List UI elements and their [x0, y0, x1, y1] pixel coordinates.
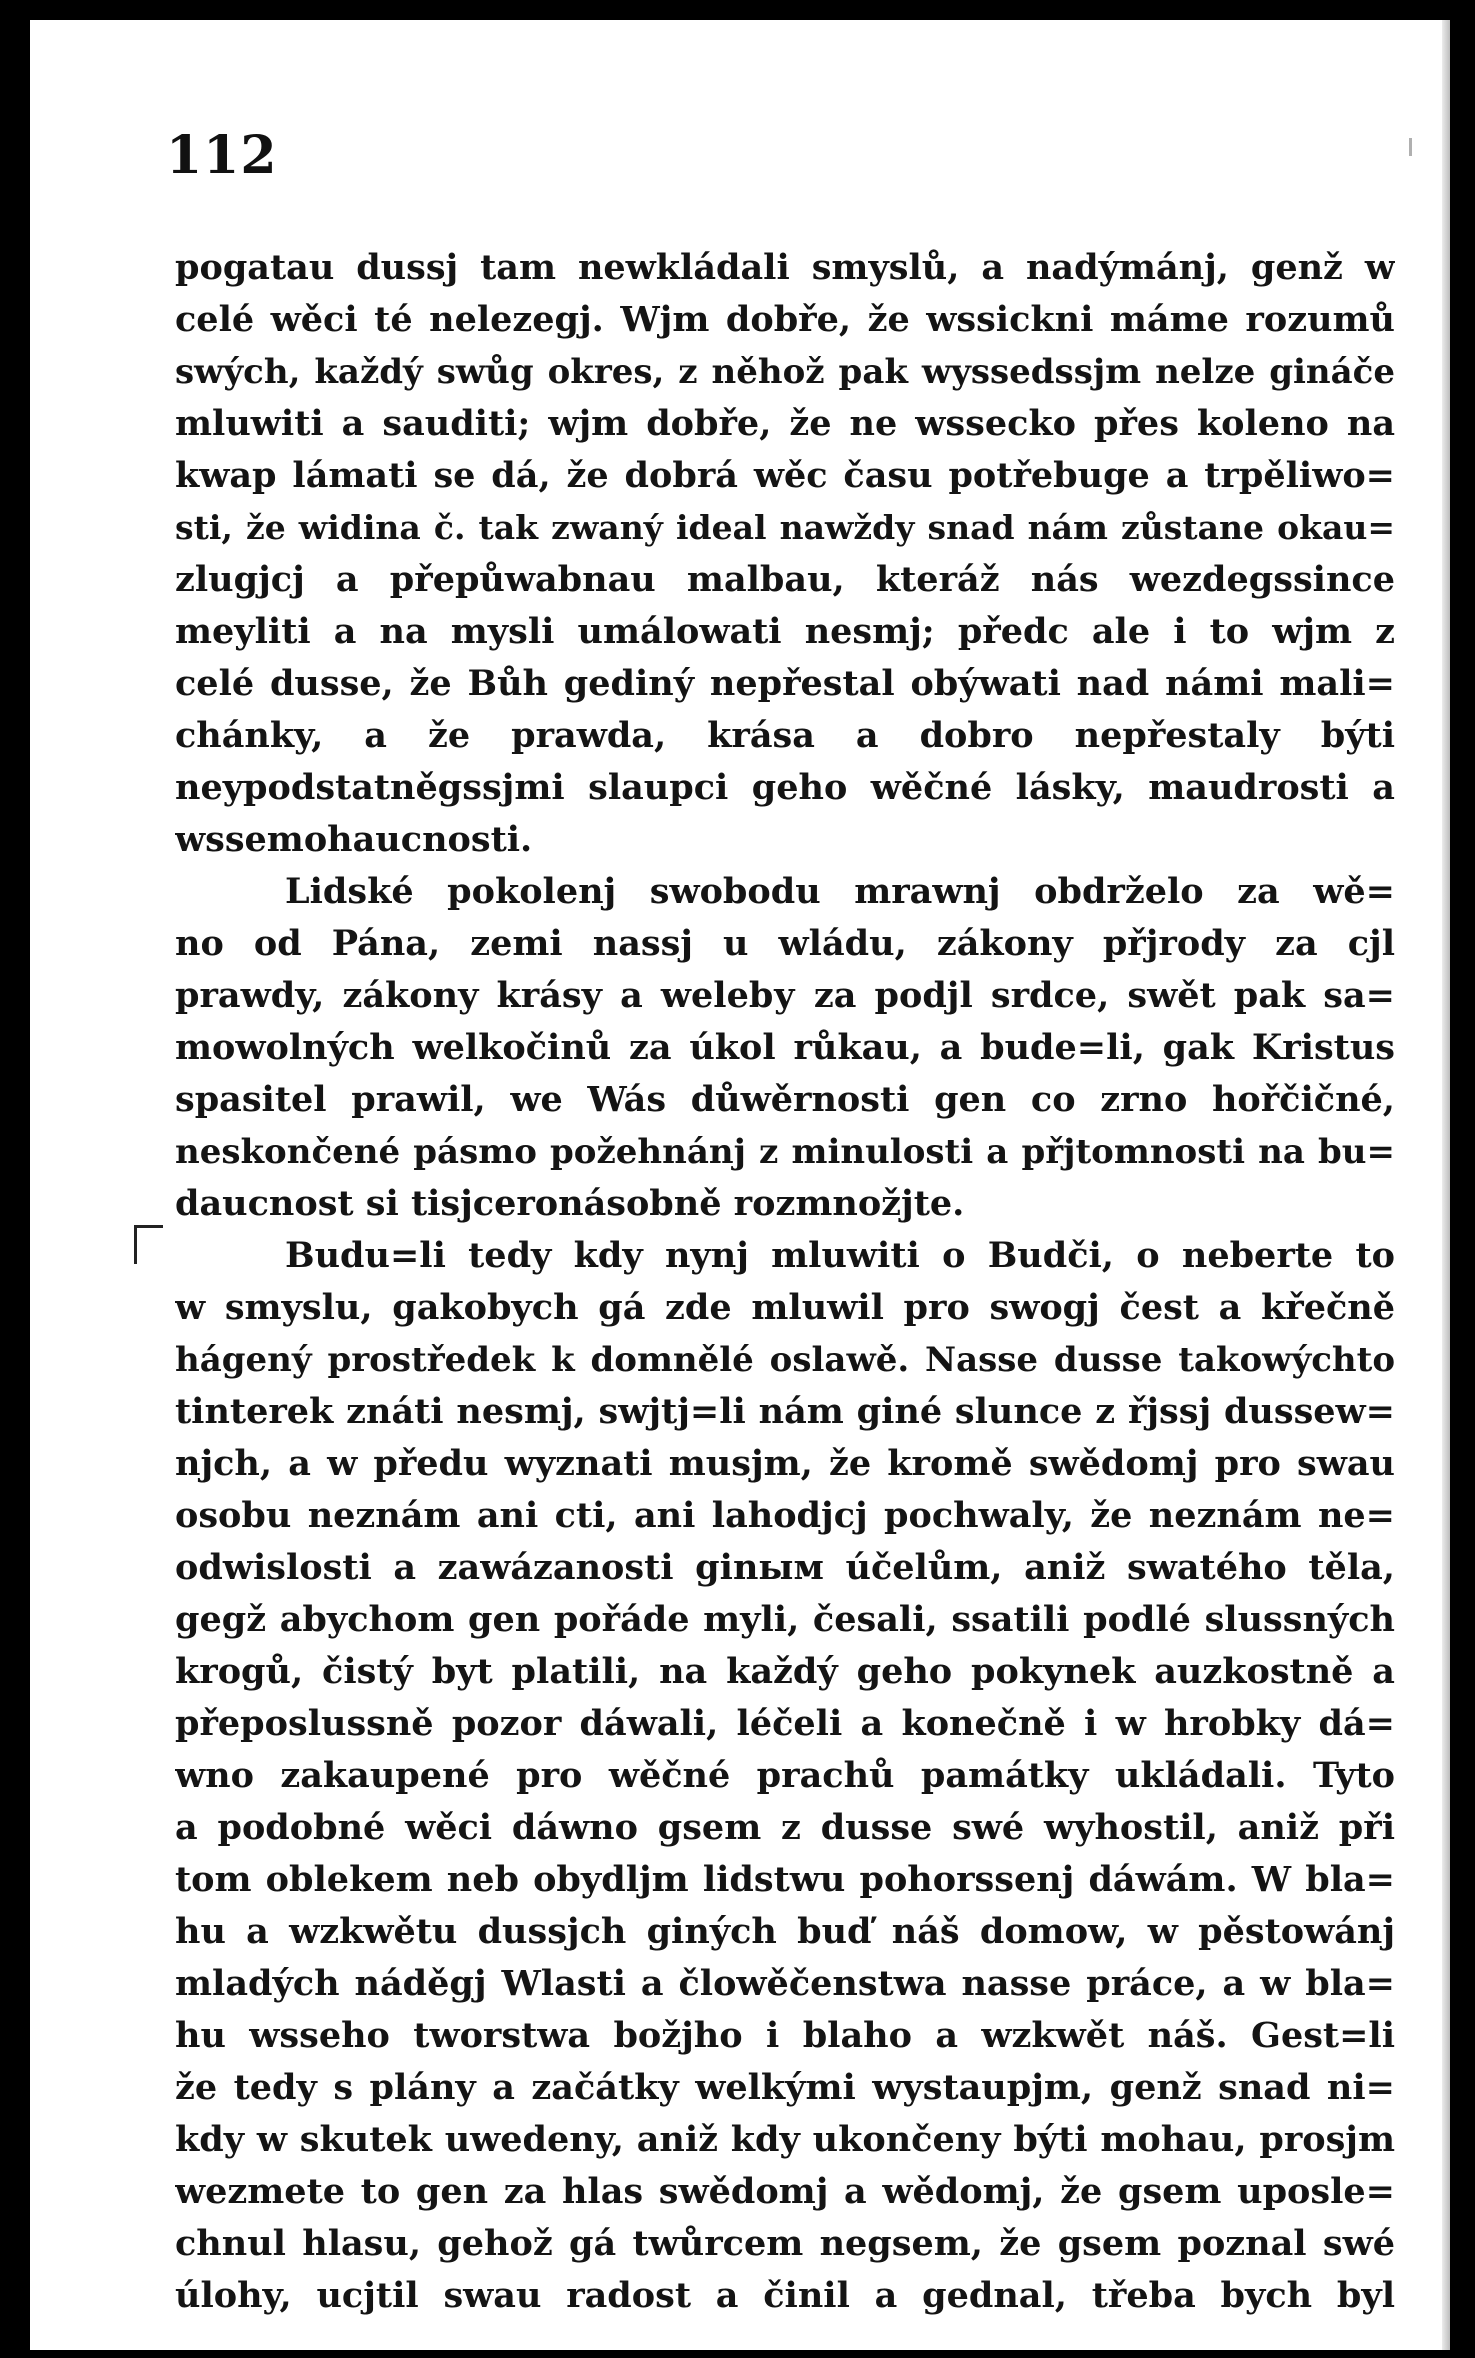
- text-line: hágený prostředek k domnělé oslawě. Nasse dusse takowýchto: [175, 1340, 1395, 1380]
- margin-mark: [1409, 138, 1412, 156]
- text-line: njch, a w předu wyznati musjm, že kromě swědomj pro swau: [175, 1443, 1395, 1484]
- text-line: neskončené pásmo požehnánj z minulosti a přjtomnosti na bu=: [175, 1132, 1395, 1172]
- text-line: osobu neznám ani cti, ani lahodjcj pochwaly, že neznám ne=: [175, 1495, 1395, 1536]
- text-line: meyliti a na mysli umálowati nesmj; předc ale i to wjm z: [175, 611, 1395, 652]
- text-line: že tedy s plány a začátky welkými wystaupjm, genž snad ni=: [175, 2067, 1395, 2108]
- text-line: prawdy, zákony krásy a welebу za podjl srdce, swět pak sa=: [175, 975, 1395, 1016]
- text-line: celé wěci té nelezegj. Wjm dobře, že wssickni máme rozumů: [175, 299, 1395, 340]
- text-line: odwislosti a zawázanosti ginым účelům, aniž swatého těla,: [175, 1547, 1395, 1588]
- text-line: tom oblekem neb obydljm lidstwu pohorssenj dáwám. W bla=: [175, 1859, 1395, 1900]
- body-text: [175, 242, 1395, 2322]
- text-line: wssemohaucnosti.: [175, 819, 533, 860]
- text-line: wno zakaupené pro wěčné prachů památky ukládali. Tyto: [175, 1755, 1395, 1796]
- text-line: w smyslu, gakobych gá zde mluwil pro swogj čest a křečně: [175, 1287, 1395, 1328]
- text-line: daucnost si tisjceronásobně rozmnožjte.: [175, 1183, 965, 1224]
- text-line: no od Pána, zemi nassj u wládu, zákony přjrody za cjl: [175, 923, 1395, 964]
- text-line: úlohy, ucjtil swau radost a činil a gednal, třeba bych byl: [175, 2275, 1395, 2316]
- book-page: [30, 20, 1450, 2350]
- text-line: mowolných welkočinů za úkol růkau, a bude=li, gak Kristus: [175, 1027, 1395, 1068]
- text-line: swých, každý swůg okres, z něhož pak wyssedssjm nelze gináče: [175, 352, 1395, 392]
- paragraph-start-line: Lidské pokolenj swobodu mrawnj obdrželo za wě=: [285, 871, 1395, 912]
- text-line: chánky, a že prawda, krása a dobro nepřestaly býti: [175, 715, 1395, 756]
- text-line: přeposlussně pozor dáwali, léčeli a konečně i w hrobky dá=: [175, 1703, 1395, 1744]
- text-line: kdy w skutek uwedeny, aniž kdy ukončeny býti mohau, prosjm: [175, 2119, 1395, 2160]
- text-line: spasitel prawil, we Wás důwěrnosti gen co zrno hořčičné,: [175, 1079, 1395, 1120]
- text-line: tinterek znáti nesmj, swjtj=li nám giné slunce z řjssj dussew=: [175, 1391, 1395, 1432]
- paragraph-start-line: Budu=li tedy kdy nynj mluwiti o Budči, o neberte to: [285, 1235, 1395, 1276]
- text-line: neypodstatněgssjmi slaupci geho wěčné lásky, maudrosti a: [175, 767, 1395, 808]
- margin-bracket-mark: [134, 1225, 163, 1264]
- page-edge-shadow: [1442, 20, 1450, 2350]
- text-line: wezmete to gen za hlas swědomj a wědomj, že gsem uposle=: [175, 2171, 1395, 2212]
- page-number: 112: [166, 125, 278, 186]
- text-line: celé dusse, že Bůh gediný nepřestal obýwati nad námi mali=: [175, 663, 1395, 704]
- text-line: chnul hlasu, gehož gá twůrcem negsem, že gsem poznal swé: [175, 2223, 1395, 2264]
- text-line: mladých náděgj Wlasti a člowěčenstwa nasse práce, a w bla=: [175, 1963, 1395, 2004]
- text-line: pogatau dussj tam newkládali smyslů, a nadýmánj, genž w: [175, 247, 1395, 288]
- text-line: gegž abychom gen pořáde myli, česali, ssatili podlé slussných: [175, 1599, 1395, 1640]
- text-line: a podobné wěci dáwno gsem z dusse swé wyhostil, aniž při: [175, 1807, 1395, 1848]
- text-line: sti, že widina č. tak zwaný ideal nawždy snad nám zůstane okau=: [175, 508, 1395, 547]
- text-line: zlugjcj a přepůwabnau malbau, kteráž nás wezdegssince: [175, 559, 1395, 600]
- text-line: hu a wzkwětu dussjch giných buď náš domow, w pěstowánj: [175, 1911, 1395, 1952]
- text-line: hu wsseho tworstwa božjho i blaho a wzkwět náš. Gest=li: [175, 2015, 1395, 2056]
- text-line: mluwiti a sauditi; wjm dobře, že ne wssecko přes koleno na: [175, 403, 1395, 444]
- text-line: kwap lámati se dá, že dobrá wěc času potřebuge a trpěliwo=: [175, 455, 1395, 496]
- text-line: krogů, čistý byt platili, na každý geho pokynek auzkostně a: [175, 1651, 1395, 1692]
